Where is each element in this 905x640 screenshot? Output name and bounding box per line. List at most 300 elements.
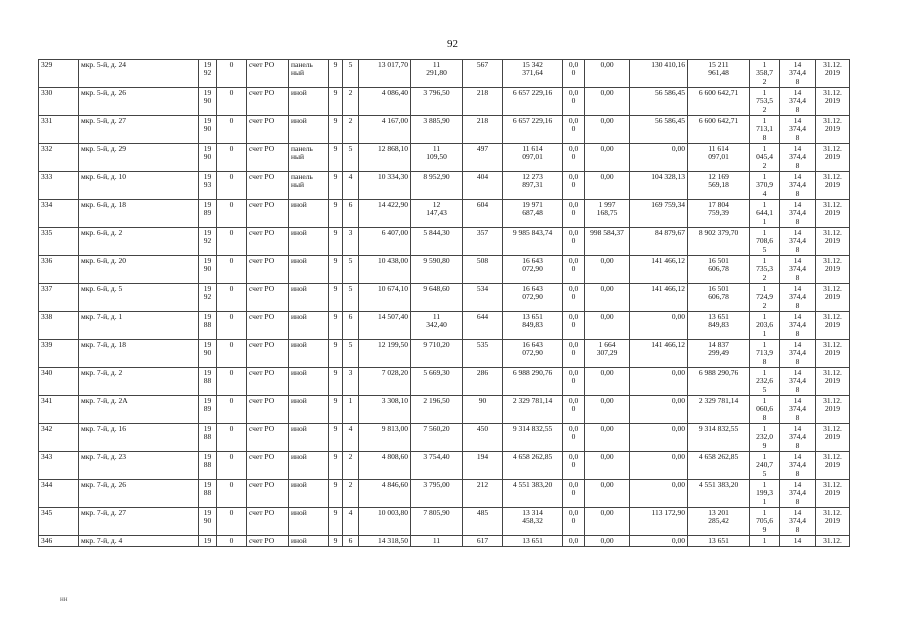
row-number: 330 [39, 88, 79, 116]
wall-material-cell: панель ный [289, 144, 329, 172]
floors-cell: 9 [329, 172, 343, 200]
total-cost-cell: 6 988 290,76 [503, 368, 563, 396]
owner-funds-cell: 2 329 781,14 [688, 396, 750, 424]
fund-share-cell: 0,0 0 [563, 284, 585, 312]
floors-cell: 9 [329, 200, 343, 228]
account-cell: счет РО [247, 284, 289, 312]
table-body [39, 60, 850, 547]
residential-area-cell: 11 291,80 [411, 60, 463, 88]
address-cell: мкр. 7-й, д. 2 [79, 368, 199, 396]
zero-cell: 0 [217, 144, 247, 172]
deadline-cell: 31.12. 2019 [816, 284, 850, 312]
row-number: 342 [39, 424, 79, 452]
cost-per-m2-cell: 1 203,6 1 [750, 312, 780, 340]
year-cell: 19 88 [199, 368, 217, 396]
account-cell: счет РО [247, 396, 289, 424]
residential-area-cell: 9 590,80 [411, 256, 463, 284]
residents-cell: 194 [463, 452, 503, 480]
owner-funds-cell: 4 658 262,85 [688, 452, 750, 480]
total-area-cell: 4 167,00 [359, 116, 411, 144]
fund-share-cell: 0,0 0 [563, 424, 585, 452]
cost-per-m2-cell: 1 724,9 2 [750, 284, 780, 312]
total-area-cell: 10 438,00 [359, 256, 411, 284]
table-row [39, 256, 850, 284]
total-cost-cell: 12 273 897,31 [503, 172, 563, 200]
owner-funds-cell: 16 501 606,78 [688, 256, 750, 284]
address-cell: мкр. 5-й, д. 29 [79, 144, 199, 172]
footer-mark: нн [60, 595, 68, 603]
municipal-share-cell: 130 410,16 [630, 60, 688, 88]
deadline-cell: 31.12. 2019 [816, 340, 850, 368]
residential-area-cell: 11 109,50 [411, 144, 463, 172]
residential-area-cell: 11 [411, 536, 463, 547]
residents-cell: 497 [463, 144, 503, 172]
page-number: 92 [447, 38, 458, 50]
fund-share-cell: 0,0 0 [563, 340, 585, 368]
total-area-cell: 10 003,80 [359, 508, 411, 536]
owner-funds-cell: 13 201 285,42 [688, 508, 750, 536]
wall-material-cell: иной [289, 88, 329, 116]
total-cost-cell: 11 614 097,01 [503, 144, 563, 172]
cost-per-m2-cell: 1 713,1 8 [750, 116, 780, 144]
owner-funds-cell: 6 600 642,71 [688, 116, 750, 144]
table-row [39, 284, 850, 312]
total-cost-cell: 4 658 262,85 [503, 452, 563, 480]
address-cell: мкр. 6-й, д. 10 [79, 172, 199, 200]
budget-share-cell: 0,00 [585, 284, 630, 312]
municipal-share-cell: 0,00 [630, 312, 688, 340]
account-cell: счет РО [247, 508, 289, 536]
deadline-cell: 31.12. 2019 [816, 172, 850, 200]
deadline-cell: 31.12. 2019 [816, 396, 850, 424]
deadline-cell: 31.12. 2019 [816, 508, 850, 536]
total-cost-cell: 6 657 229,16 [503, 88, 563, 116]
wall-material-cell: иной [289, 368, 329, 396]
address-cell: мкр. 7-й, д. 18 [79, 340, 199, 368]
deadline-cell: 31.12. 2019 [816, 88, 850, 116]
entrances-cell: 5 [343, 284, 359, 312]
total-cost-cell: 15 342 371,64 [503, 60, 563, 88]
fund-share-cell: 0,0 0 [563, 60, 585, 88]
fund-share-cell: 0,0 0 [563, 368, 585, 396]
residents-cell: 450 [463, 424, 503, 452]
residential-area-cell: 8 952,90 [411, 172, 463, 200]
owner-funds-cell: 11 614 097,01 [688, 144, 750, 172]
zero-cell: 0 [217, 480, 247, 508]
deadline-cell: 31.12. 2019 [816, 424, 850, 452]
residents-cell: 534 [463, 284, 503, 312]
table-row [39, 396, 850, 424]
total-cost-cell: 16 643 072,90 [503, 340, 563, 368]
cost-limit-cell: 14 374,4 8 [780, 452, 816, 480]
zero-cell: 0 [217, 116, 247, 144]
budget-share-cell: 0,00 [585, 256, 630, 284]
entrances-cell: 6 [343, 536, 359, 547]
cost-limit-cell: 14 374,4 8 [780, 60, 816, 88]
residents-cell: 212 [463, 480, 503, 508]
year-cell: 19 92 [199, 228, 217, 256]
residents-cell: 508 [463, 256, 503, 284]
cost-limit-cell: 14 374,4 8 [780, 116, 816, 144]
residents-cell: 218 [463, 88, 503, 116]
cost-limit-cell: 14 374,4 8 [780, 340, 816, 368]
wall-material-cell: иной [289, 256, 329, 284]
deadline-cell: 31.12. 2019 [816, 116, 850, 144]
cost-per-m2-cell: 1 713,9 8 [750, 340, 780, 368]
total-cost-cell: 16 643 072,90 [503, 256, 563, 284]
table-row [39, 144, 850, 172]
address-cell: мкр. 7-й, д. 4 [79, 536, 199, 547]
year-cell: 19 88 [199, 424, 217, 452]
floors-cell: 9 [329, 144, 343, 172]
row-number: 331 [39, 116, 79, 144]
owner-funds-cell: 13 651 [688, 536, 750, 547]
zero-cell: 0 [217, 172, 247, 200]
cost-per-m2-cell: 1 370,9 4 [750, 172, 780, 200]
account-cell: счет РО [247, 116, 289, 144]
fund-share-cell: 0,0 0 [563, 116, 585, 144]
total-area-cell: 4 086,40 [359, 88, 411, 116]
residents-cell: 90 [463, 396, 503, 424]
residents-cell: 617 [463, 536, 503, 547]
fund-share-cell: 0,0 [563, 536, 585, 547]
entrances-cell: 4 [343, 508, 359, 536]
owner-funds-cell: 15 211 961,48 [688, 60, 750, 88]
deadline-cell: 31.12. 2019 [816, 452, 850, 480]
fund-share-cell: 0,0 0 [563, 312, 585, 340]
account-cell: счет РО [247, 228, 289, 256]
owner-funds-cell: 14 837 299,49 [688, 340, 750, 368]
cost-per-m2-cell: 1 644,1 1 [750, 200, 780, 228]
entrances-cell: 3 [343, 228, 359, 256]
entrances-cell: 2 [343, 88, 359, 116]
wall-material-cell: иной [289, 508, 329, 536]
total-area-cell: 10 334,30 [359, 172, 411, 200]
cost-limit-cell: 14 374,4 8 [780, 88, 816, 116]
account-cell: счет РО [247, 256, 289, 284]
address-cell: мкр. 6-й, д. 2 [79, 228, 199, 256]
row-number: 345 [39, 508, 79, 536]
wall-material-cell: иной [289, 200, 329, 228]
entrances-cell: 3 [343, 368, 359, 396]
fund-share-cell: 0,0 0 [563, 396, 585, 424]
deadline-cell: 31.12. 2019 [816, 256, 850, 284]
fund-share-cell: 0,0 0 [563, 200, 585, 228]
deadline-cell: 31.12. 2019 [816, 60, 850, 88]
entrances-cell: 5 [343, 340, 359, 368]
cost-per-m2-cell: 1 240,7 5 [750, 452, 780, 480]
year-cell: 19 88 [199, 452, 217, 480]
owner-funds-cell: 13 651 849,83 [688, 312, 750, 340]
total-area-cell: 12 868,10 [359, 144, 411, 172]
row-number: 332 [39, 144, 79, 172]
cost-limit-cell: 14 374,4 8 [780, 172, 816, 200]
budget-share-cell: 0,00 [585, 396, 630, 424]
residents-cell: 644 [463, 312, 503, 340]
row-number: 329 [39, 60, 79, 88]
fund-share-cell: 0,0 0 [563, 172, 585, 200]
account-cell: счет РО [247, 312, 289, 340]
residential-area-cell: 7 560,20 [411, 424, 463, 452]
municipal-share-cell: 0,00 [630, 452, 688, 480]
floors-cell: 9 [329, 368, 343, 396]
zero-cell: 0 [217, 424, 247, 452]
table-row [39, 424, 850, 452]
year-cell: 19 88 [199, 480, 217, 508]
deadline-cell: 31.12. 2019 [816, 144, 850, 172]
year-cell: 19 90 [199, 116, 217, 144]
municipal-share-cell: 0,00 [630, 368, 688, 396]
wall-material-cell: иной [289, 312, 329, 340]
zero-cell: 0 [217, 368, 247, 396]
year-cell: 19 89 [199, 200, 217, 228]
municipal-share-cell: 113 172,90 [630, 508, 688, 536]
wall-material-cell: иной [289, 480, 329, 508]
row-number: 336 [39, 256, 79, 284]
floors-cell: 9 [329, 452, 343, 480]
table-row [39, 88, 850, 116]
cost-limit-cell: 14 [780, 536, 816, 547]
cost-limit-cell: 14 374,4 8 [780, 200, 816, 228]
address-cell: мкр. 7-й, д. 2А [79, 396, 199, 424]
account-cell: счет РО [247, 60, 289, 88]
entrances-cell: 4 [343, 424, 359, 452]
municipal-share-cell: 141 466,12 [630, 284, 688, 312]
cost-limit-cell: 14 374,4 8 [780, 368, 816, 396]
cost-limit-cell: 14 374,4 8 [780, 228, 816, 256]
residential-area-cell: 7 805,90 [411, 508, 463, 536]
zero-cell: 0 [217, 200, 247, 228]
cost-limit-cell: 14 374,4 8 [780, 144, 816, 172]
total-cost-cell: 19 971 687,48 [503, 200, 563, 228]
zero-cell: 0 [217, 256, 247, 284]
cost-per-m2-cell: 1 753,5 2 [750, 88, 780, 116]
budget-share-cell: 0,00 [585, 60, 630, 88]
row-number: 338 [39, 312, 79, 340]
zero-cell: 0 [217, 88, 247, 116]
budget-share-cell: 0,00 [585, 116, 630, 144]
address-cell: мкр. 6-й, д. 5 [79, 284, 199, 312]
table-row [39, 172, 850, 200]
total-cost-cell: 9 985 843,74 [503, 228, 563, 256]
wall-material-cell: иной [289, 116, 329, 144]
entrances-cell: 2 [343, 480, 359, 508]
wall-material-cell: иной [289, 536, 329, 547]
address-cell: мкр. 7-й, д. 23 [79, 452, 199, 480]
entrances-cell: 6 [343, 312, 359, 340]
floors-cell: 9 [329, 508, 343, 536]
total-cost-cell: 13 651 849,83 [503, 312, 563, 340]
residential-area-cell: 5 844,30 [411, 228, 463, 256]
municipal-share-cell: 56 586,45 [630, 116, 688, 144]
year-cell: 19 90 [199, 256, 217, 284]
row-number: 341 [39, 396, 79, 424]
entrances-cell: 5 [343, 60, 359, 88]
account-cell: счет РО [247, 340, 289, 368]
budget-share-cell: 998 584,37 [585, 228, 630, 256]
table-row [39, 228, 850, 256]
floors-cell: 9 [329, 340, 343, 368]
municipal-share-cell: 104 328,13 [630, 172, 688, 200]
cost-per-m2-cell: 1 735,3 2 [750, 256, 780, 284]
residential-area-cell: 3 796,50 [411, 88, 463, 116]
fund-share-cell: 0,0 0 [563, 144, 585, 172]
owner-funds-cell: 6 600 642,71 [688, 88, 750, 116]
cost-per-m2-cell: 1 708,6 5 [750, 228, 780, 256]
wall-material-cell: иной [289, 284, 329, 312]
account-cell: счет РО [247, 144, 289, 172]
total-area-cell: 14 507,40 [359, 312, 411, 340]
deadline-cell: 31.12. 2019 [816, 480, 850, 508]
entrances-cell: 5 [343, 256, 359, 284]
row-number: 344 [39, 480, 79, 508]
floors-cell: 9 [329, 284, 343, 312]
entrances-cell: 1 [343, 396, 359, 424]
cost-limit-cell: 14 374,4 8 [780, 284, 816, 312]
zero-cell: 0 [217, 536, 247, 547]
budget-share-cell: 0,00 [585, 144, 630, 172]
owner-funds-cell: 16 501 606,78 [688, 284, 750, 312]
floors-cell: 9 [329, 88, 343, 116]
cost-per-m2-cell: 1 232,6 5 [750, 368, 780, 396]
residents-cell: 404 [463, 172, 503, 200]
row-number: 334 [39, 200, 79, 228]
residential-area-cell: 12 147,43 [411, 200, 463, 228]
total-area-cell: 13 017,70 [359, 60, 411, 88]
total-cost-cell: 2 329 781,14 [503, 396, 563, 424]
wall-material-cell: иной [289, 340, 329, 368]
table-row [39, 116, 850, 144]
table-row [39, 200, 850, 228]
row-number: 343 [39, 452, 79, 480]
row-number: 340 [39, 368, 79, 396]
cost-per-m2-cell: 1 045,4 2 [750, 144, 780, 172]
cost-per-m2-cell: 1 [750, 536, 780, 547]
deadline-cell: 31.12. 2019 [816, 312, 850, 340]
cost-per-m2-cell: 1 199,3 1 [750, 480, 780, 508]
address-cell: мкр. 6-й, д. 20 [79, 256, 199, 284]
floors-cell: 9 [329, 312, 343, 340]
cost-per-m2-cell: 1 060,6 8 [750, 396, 780, 424]
year-cell: 19 92 [199, 60, 217, 88]
budget-share-cell: 0,00 [585, 172, 630, 200]
account-cell: счет РО [247, 88, 289, 116]
budget-share-cell: 0,00 [585, 312, 630, 340]
account-cell: счет РО [247, 536, 289, 547]
owner-funds-cell: 8 902 379,70 [688, 228, 750, 256]
deadline-cell: 31.12. 2019 [816, 368, 850, 396]
total-cost-cell: 4 551 383,20 [503, 480, 563, 508]
cost-limit-cell: 14 374,4 8 [780, 424, 816, 452]
floors-cell: 9 [329, 60, 343, 88]
cost-per-m2-cell: 1 358,7 2 [750, 60, 780, 88]
residents-cell: 567 [463, 60, 503, 88]
total-area-cell: 4 846,60 [359, 480, 411, 508]
floors-cell: 9 [329, 396, 343, 424]
address-cell: мкр. 5-й, д. 26 [79, 88, 199, 116]
table-row [39, 60, 850, 88]
row-number: 339 [39, 340, 79, 368]
entrances-cell: 2 [343, 452, 359, 480]
total-cost-cell: 16 643 072,90 [503, 284, 563, 312]
municipal-share-cell: 141 466,12 [630, 340, 688, 368]
table-row [39, 368, 850, 396]
municipal-share-cell: 0,00 [630, 536, 688, 547]
wall-material-cell: иной [289, 228, 329, 256]
zero-cell: 0 [217, 228, 247, 256]
fund-share-cell: 0,0 0 [563, 452, 585, 480]
total-cost-cell: 13 314 458,32 [503, 508, 563, 536]
total-cost-cell: 9 314 832,55 [503, 424, 563, 452]
address-cell: мкр. 5-й, д. 27 [79, 116, 199, 144]
deadline-cell: 31.12. 2019 [816, 228, 850, 256]
account-cell: счет РО [247, 200, 289, 228]
municipal-share-cell: 169 759,34 [630, 200, 688, 228]
year-cell: 19 92 [199, 284, 217, 312]
budget-share-cell: 0,00 [585, 424, 630, 452]
zero-cell: 0 [217, 60, 247, 88]
budget-share-cell: 1 664 307,29 [585, 340, 630, 368]
row-number: 333 [39, 172, 79, 200]
zero-cell: 0 [217, 340, 247, 368]
account-cell: счет РО [247, 368, 289, 396]
address-cell: мкр. 7-й, д. 27 [79, 508, 199, 536]
residents-cell: 535 [463, 340, 503, 368]
year-cell: 19 90 [199, 508, 217, 536]
fund-share-cell: 0,0 0 [563, 256, 585, 284]
entrances-cell: 5 [343, 144, 359, 172]
budget-share-cell: 0,00 [585, 508, 630, 536]
row-number: 335 [39, 228, 79, 256]
table-row [39, 480, 850, 508]
wall-material-cell: панель ный [289, 172, 329, 200]
budget-share-cell: 0,00 [585, 452, 630, 480]
floors-cell: 9 [329, 480, 343, 508]
cost-per-m2-cell: 1 232,0 9 [750, 424, 780, 452]
wall-material-cell: иной [289, 424, 329, 452]
fund-share-cell: 0,0 0 [563, 508, 585, 536]
register-table [38, 59, 850, 547]
budget-share-cell: 0,00 [585, 536, 630, 547]
row-number: 337 [39, 284, 79, 312]
owner-funds-cell: 17 804 759,39 [688, 200, 750, 228]
table-row [39, 452, 850, 480]
total-area-cell: 6 407,00 [359, 228, 411, 256]
floors-cell: 9 [329, 116, 343, 144]
wall-material-cell: панель ный [289, 60, 329, 88]
zero-cell: 0 [217, 312, 247, 340]
account-cell: счет РО [247, 172, 289, 200]
deadline-cell: 31.12. 2019 [816, 200, 850, 228]
year-cell: 19 90 [199, 144, 217, 172]
residential-area-cell: 9 648,60 [411, 284, 463, 312]
residential-area-cell: 2 196,50 [411, 396, 463, 424]
cost-limit-cell: 14 374,4 8 [780, 312, 816, 340]
residents-cell: 357 [463, 228, 503, 256]
cost-limit-cell: 14 374,4 8 [780, 396, 816, 424]
address-cell: мкр. 7-й, д. 1 [79, 312, 199, 340]
total-area-cell: 14 422,90 [359, 200, 411, 228]
row-number: 346 [39, 536, 79, 547]
total-cost-cell: 13 651 [503, 536, 563, 547]
table-row [39, 340, 850, 368]
residents-cell: 604 [463, 200, 503, 228]
zero-cell: 0 [217, 284, 247, 312]
year-cell: 19 89 [199, 396, 217, 424]
residential-area-cell: 9 710,20 [411, 340, 463, 368]
entrances-cell: 2 [343, 116, 359, 144]
deadline-cell: 31.12. [816, 536, 850, 547]
